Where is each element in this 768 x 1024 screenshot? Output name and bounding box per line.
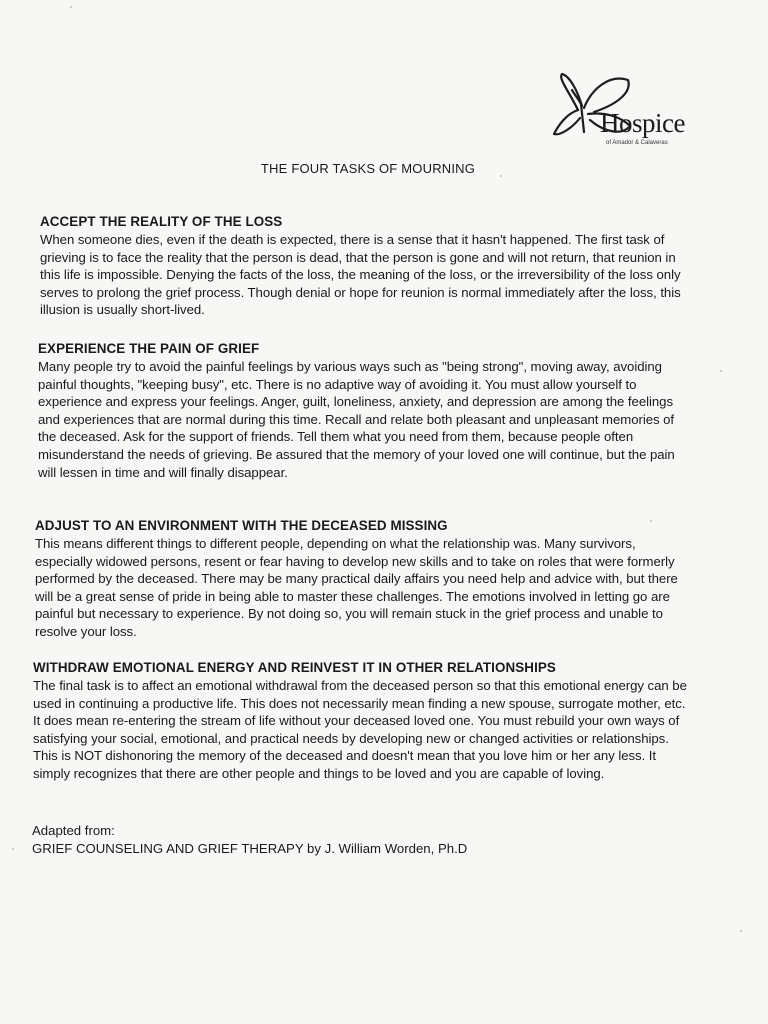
- scan-speck: [500, 175, 502, 177]
- scan-speck: [12, 848, 14, 850]
- section-body: The final task is to affect an emotional withdrawal from the deceased person so that this emotional energy can be used in continuing a productive life. This does not necessarily mean finding a new spouse, surrogate mother, etc. It does mean re-entering the stream of life without your deceased loved one. You must rebuild your own ways of satisfying your social, emotional, and practical needs by developing new or changed activities or relationships. This is NOT dishonoring the memory of the deceased and doesn't mean that you love him or her any less. It simply recognizes that there are other people and things to be loved and you are capable of loving.: [33, 678, 687, 781]
- section-adjust-environment: [35, 517, 695, 641]
- section-body: When someone dies, even if the death is expected, there is a sense that it hasn't happened. The first task of grieving is to face the reality that the person is dead, that the person is gone and will not return, that reunion in this life is impossible. Denying the facts of the loss, the meaning of the loss, or the irreversibility of the loss only serves to prolong the grief process. Though denial or hope for reunion is normal immediately after the loss, this illusion is usually short-lived.: [40, 232, 681, 318]
- section-heading: WITHDRAW EMOTIONAL ENERGY AND REINVEST IT IN OTHER RELATIONSHIPS: [33, 660, 556, 675]
- logo-subtitle: of Amador & Calaveras: [606, 140, 668, 146]
- source-citation: GRIEF COUNSELING AND GRIEF THERAPY by J. William Worden, Ph.D: [32, 841, 468, 856]
- scan-speck: [70, 6, 72, 8]
- hospice-logo: [548, 70, 698, 160]
- section-body: This means different things to different people, depending on what the relationship was. Many survivors, especially widowed persons, resent or fear having to develop new skills and to take on roles that were formerly performed by the deceased. There may be many practical daily affairs you need help and advice with, but there will be a great sense of pride in being able to master these challenges. The emotions involved in letting go are painful but necessary to experience. By not doing so, you will remain stuck in the grief process and unable to resolve your loss.: [35, 536, 678, 639]
- adapted-label: Adapted from:: [32, 823, 115, 838]
- scan-speck: [650, 520, 652, 522]
- scan-speck: [740, 930, 742, 932]
- section-experience-pain: [38, 340, 693, 481]
- section-heading: EXPERIENCE THE PAIN OF GRIEF: [38, 341, 260, 356]
- section-heading: ADJUST TO AN ENVIRONMENT WITH THE DECEASED MISSING: [35, 518, 448, 533]
- scan-speck: [720, 370, 722, 372]
- adapted-from-citation: [32, 822, 632, 858]
- section-body: Many people try to avoid the painful feelings by various ways such as "being strong", moving away, avoiding painful thoughts, "keeping busy", etc. There is no adaptive way of avoiding it. You must allow yourself to experience and express your feelings. Anger, guilt, loneliness, anxiety, and depression are among the feelings and experiences that are normal during this time. Recall and relate both pleasant and unpleasant memories of the deceased. Ask for the support of friends. Tell them what you need from them, because people often misunderstand the needs of grieving. Be assured that the memory of your loved one will continue, but the pain will lessen in time and will finally disappear.: [38, 359, 675, 480]
- section-withdraw-energy: [33, 659, 693, 783]
- section-heading: ACCEPT THE REALITY OF THE LOSS: [40, 214, 283, 229]
- section-accept-reality: [40, 213, 692, 319]
- document-title: THE FOUR TASKS OF MOURNING: [260, 161, 476, 176]
- logo-wordmark: Hospice: [600, 108, 685, 138]
